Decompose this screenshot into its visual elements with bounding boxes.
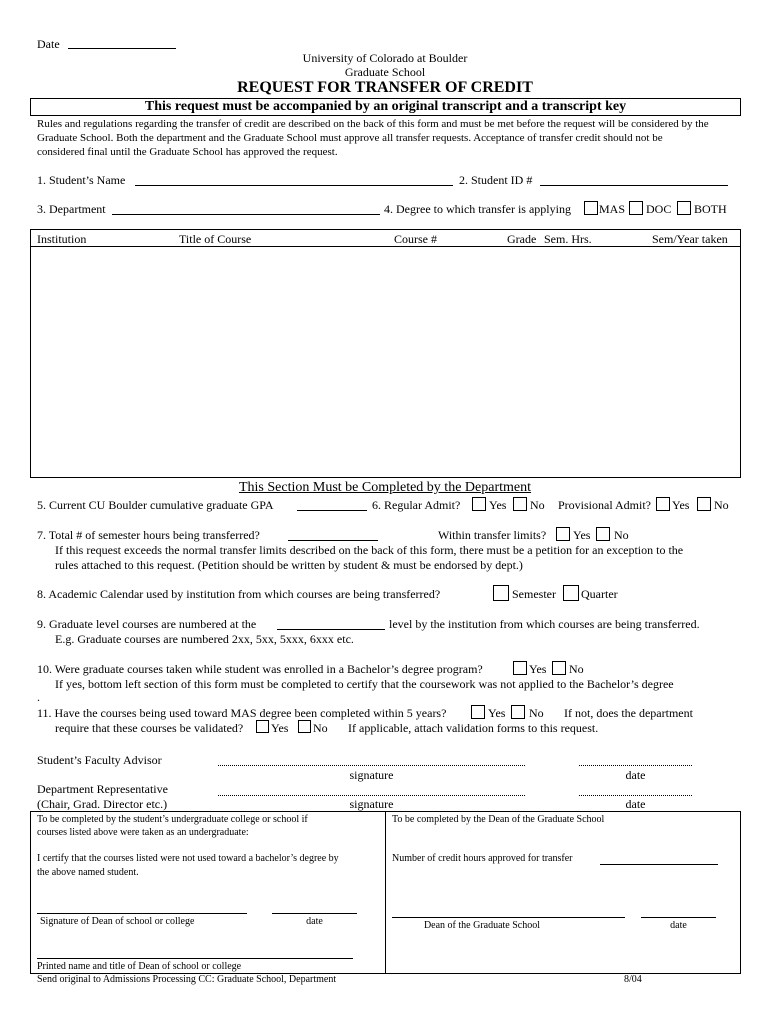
undergrad-intro-2: courses listed above were taken as an undergraduate:	[37, 827, 249, 838]
q5-label: 5. Current CU Boulder cumulative graduate GPA	[37, 498, 274, 512]
dean-college-date-line[interactable]	[272, 913, 357, 914]
date-field[interactable]	[68, 48, 176, 49]
degree-label: 4. Degree to which transfer is applying	[384, 202, 571, 216]
q8-label: 8. Academic Calendar used by institution from which courses are being transferred?	[37, 587, 441, 601]
col-institution: Institution	[37, 232, 87, 246]
five-years-no-label: No	[529, 706, 544, 720]
student-name-field[interactable]	[135, 185, 453, 186]
validated-no-checkbox[interactable]	[298, 720, 311, 733]
certify-line-2: the above named student.	[37, 867, 139, 878]
provisional-admit-label: Provisional Admit?	[558, 498, 651, 512]
course-table-header-rule	[30, 246, 741, 247]
transfer-limits-label: Within transfer limits?	[438, 528, 547, 542]
advisor-date-caption: date	[625, 768, 646, 782]
rep-date-line[interactable]	[579, 795, 692, 796]
q9-continued: level by the institution from which courses are being transferred.	[389, 617, 700, 631]
page-title: REQUEST FOR TRANSFER OF CREDIT	[237, 79, 533, 96]
col-sem-year: Sem/Year taken	[652, 232, 728, 246]
rep-label-2: (Chair, Grad. Director etc.)	[37, 797, 168, 811]
validated-yes-label: Yes	[271, 721, 289, 735]
doc-checkbox[interactable]	[629, 201, 643, 215]
q11-attach-note: If applicable, attach validation forms to this request.	[348, 721, 599, 735]
gpa-field[interactable]	[297, 510, 367, 511]
school-name: Graduate School	[344, 65, 426, 79]
limits-no-checkbox[interactable]	[596, 527, 610, 541]
dean-college-signature-line[interactable]	[37, 913, 247, 914]
semester-checkbox[interactable]	[493, 585, 509, 601]
quarter-checkbox[interactable]	[563, 585, 579, 601]
course-table[interactable]	[30, 229, 741, 478]
provisional-no-checkbox[interactable]	[697, 497, 711, 511]
bachelor-yes-label: Yes	[529, 662, 547, 676]
five-years-yes-label: Yes	[488, 706, 506, 720]
q11-validated-label: require that these courses be validated?	[55, 721, 244, 735]
bachelor-no-checkbox[interactable]	[552, 661, 566, 675]
rep-signature-line[interactable]	[218, 795, 525, 796]
graduate-dean-box	[385, 811, 741, 974]
both-label: BOTH	[694, 202, 727, 216]
date-label: Date	[37, 37, 60, 51]
q7-note-2: rules attached to this request. (Petition should be written by student & must be endorsed by dept.)	[55, 558, 523, 572]
graduate-dean-date-caption: date	[670, 920, 687, 931]
q11-label: 11. Have the courses being used toward MAS degree been completed within 5 years?	[37, 706, 447, 720]
regular-admit-yes-checkbox[interactable]	[472, 497, 486, 511]
bachelor-yes-checkbox[interactable]	[513, 661, 527, 675]
certify-line-1: I certify that the courses listed were not used toward a bachelor’s degree by	[37, 853, 339, 864]
limits-no-label: No	[614, 528, 629, 542]
dean-college-date-caption: date	[306, 916, 323, 927]
provisional-yes-checkbox[interactable]	[656, 497, 670, 511]
stray-dot: .	[37, 690, 40, 704]
advisor-label: Student’s Faculty Advisor	[37, 753, 162, 767]
provisional-no-label: No	[714, 498, 729, 512]
validated-yes-checkbox[interactable]	[256, 720, 269, 733]
university-name: University of Colorado at Boulder	[302, 51, 468, 65]
dean-college-signature-caption: Signature of Dean of school or college	[40, 916, 195, 927]
q7-note-1: If this request exceeds the normal transfer limits described on the back of this form, there must be a petition for an exception to the	[55, 543, 684, 557]
advisor-date-line[interactable]	[579, 765, 692, 766]
q10-label: 10. Were graduate courses taken while student was enrolled in a Bachelor’s degree program?	[37, 662, 483, 676]
printed-name-caption: Printed name and title of Dean of school or college	[37, 961, 242, 972]
q7-label: 7. Total # of semester hours being transferred?	[37, 528, 260, 542]
regular-admit-no-checkbox[interactable]	[513, 497, 527, 511]
rules-line-2: Graduate School. Both the department and the Graduate School must approve all transfer requests. Acceptance of transfer credit should not be	[37, 132, 663, 144]
col-title: Title of Course	[179, 232, 252, 246]
printed-name-line[interactable]	[37, 958, 353, 959]
col-course-number: Course #	[394, 232, 437, 246]
graduate-dean-intro: To be completed by the Dean of the Graduate School	[392, 814, 605, 825]
graduate-dean-caption: Dean of the Graduate School	[423, 920, 541, 931]
q10-note: If yes, bottom left section of this form must be completed to certify that the coursework was not applied to the Bachelor’s degree	[55, 677, 674, 691]
student-id-label: 2. Student ID #	[459, 173, 533, 187]
department-label: 3. Department	[37, 202, 106, 216]
credit-hours-label: Number of credit hours approved for transfer	[392, 853, 573, 864]
graduate-dean-date-line[interactable]	[641, 917, 716, 918]
student-id-field[interactable]	[540, 185, 728, 186]
rep-label-1: Department Representative	[37, 782, 168, 796]
course-level-field[interactable]	[277, 629, 385, 630]
five-years-yes-checkbox[interactable]	[471, 705, 485, 719]
bachelor-no-label: No	[569, 662, 584, 676]
q6-label: 6. Regular Admit?	[372, 498, 461, 512]
mas-label: MAS	[599, 202, 626, 216]
doc-label: DOC	[646, 202, 672, 216]
credit-hours-field[interactable]	[600, 864, 718, 865]
regular-admit-yes-label: Yes	[489, 498, 507, 512]
five-years-no-checkbox[interactable]	[511, 705, 525, 719]
quarter-label: Quarter	[581, 587, 618, 601]
q9-example: E.g. Graduate courses are numbered 2xx, 5xx, 5xxx, 6xxx etc.	[55, 632, 354, 646]
advisor-signature-caption: signature	[349, 768, 394, 782]
undergrad-intro-1: To be completed by the student’s undergraduate college or school if	[37, 814, 308, 825]
both-checkbox[interactable]	[677, 201, 691, 215]
department-field[interactable]	[112, 214, 380, 215]
rep-signature-caption: signature	[349, 797, 394, 811]
semester-label: Semester	[512, 587, 556, 601]
provisional-yes-label: Yes	[672, 498, 690, 512]
graduate-dean-signature-line[interactable]	[392, 917, 625, 918]
validated-no-label: No	[313, 721, 328, 735]
semester-hours-field[interactable]	[288, 540, 378, 541]
q9-label: 9. Graduate level courses are numbered at the	[37, 617, 257, 631]
col-grade: Grade	[507, 232, 537, 246]
limits-yes-label: Yes	[573, 528, 591, 542]
rules-line-1: Rules and regulations regarding the transfer of credit are described on the back of this form and must be met before the request will be considered by the	[37, 118, 709, 130]
routing-note: Send original to Admissions Processing CC: Graduate School, Department	[37, 974, 337, 985]
form-version: 8/04	[624, 974, 642, 985]
q11-department-label: If not, does the department	[564, 706, 693, 720]
student-name-label: 1. Student’s Name	[37, 173, 126, 187]
advisor-signature-line[interactable]	[218, 765, 525, 766]
department-section-title: This Section Must be Completed by the Department	[238, 480, 531, 495]
rep-date-caption: date	[625, 797, 646, 811]
col-sem-hrs: Sem. Hrs.	[544, 232, 592, 246]
mas-checkbox[interactable]	[584, 201, 598, 215]
limits-yes-checkbox[interactable]	[556, 527, 570, 541]
notice-text: This request must be accompanied by an original transcript and a transcript key	[144, 99, 627, 114]
rules-line-3: considered final until the Graduate School has approved the request.	[37, 146, 338, 158]
regular-admit-no-label: No	[530, 498, 545, 512]
